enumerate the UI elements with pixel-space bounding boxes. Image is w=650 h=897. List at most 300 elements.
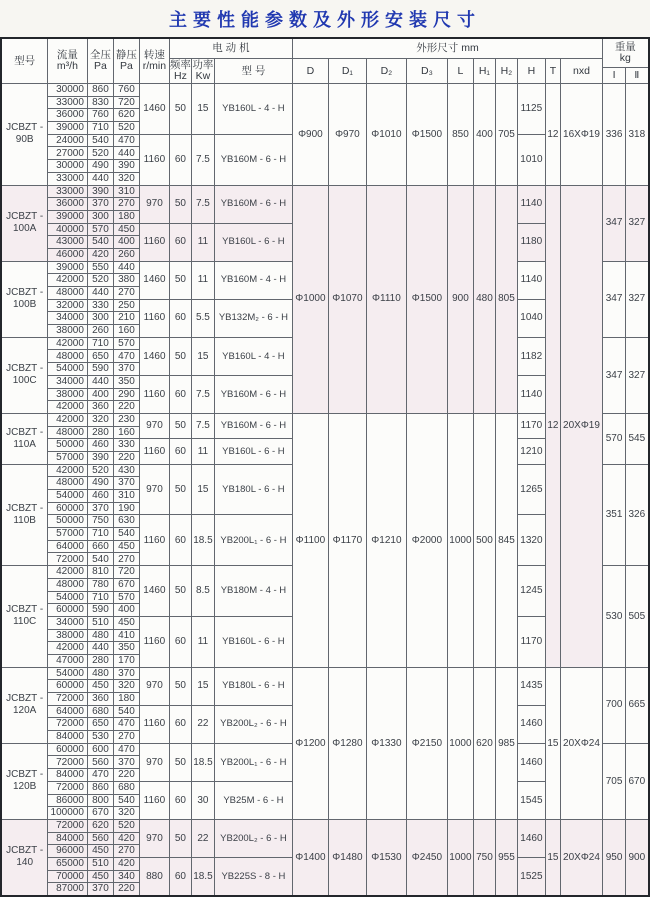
cell-static-pressure: 260 [113,248,139,261]
cell-static-pressure: 270 [113,287,139,300]
cell-static-pressure: 220 [113,883,139,896]
cell-total-pressure: 460 [87,439,113,452]
cell-freq: 60 [169,134,191,185]
cell-weight-II: 327 [626,337,649,413]
cell-weight-II: 327 [626,185,649,261]
header-dim-D1: D₁ [328,59,366,84]
cell-motor-model: YB160L - 6 - H [214,439,292,464]
header-speed [139,38,169,84]
header-dim-H1: H₁ [473,59,495,84]
cell-flow: 36000 [47,198,87,211]
cell-flow: 42000 [47,566,87,579]
cell-flow: 65000 [47,857,87,870]
cell-dim-D: Φ1200 [292,667,328,819]
cell-total-pressure: 520 [87,147,113,160]
cell-static-pressure: 430 [113,464,139,477]
cell-freq: 50 [169,84,191,135]
cell-dim-D: Φ900 [292,84,328,186]
cell-weight-I: 351 [603,464,626,566]
cell-speed: 1160 [139,299,169,337]
cell-dim-H2: 705 [495,84,517,186]
cell-flow: 50000 [47,515,87,528]
cell-dim-D: Φ1400 [292,819,328,896]
cell-freq: 50 [169,261,191,299]
cell-freq: 60 [169,705,191,743]
cell-total-pressure: 710 [87,528,113,541]
cell-speed: 1460 [139,566,169,617]
spec-table-body [1,84,648,897]
cell-static-pressure: 370 [113,667,139,680]
cell-static-pressure: 310 [113,490,139,503]
cell-flow: 34000 [47,616,87,629]
cell-total-pressure: 440 [87,172,113,185]
cell-static-pressure: 720 [113,566,139,579]
cell-dim-D3: Φ2150 [406,667,447,819]
cell-dim-H: 1320 [517,515,545,566]
cell-dim-D2: Φ1210 [366,413,406,667]
cell-static-pressure: 250 [113,299,139,312]
cell-flow: 84000 [47,832,87,845]
header-dim-nxd: nxd [560,59,602,84]
cell-power: 30 [191,781,214,819]
cell-flow: 39000 [47,261,87,274]
cell-dim-H: 1170 [517,616,545,667]
cell-dim-H1: 500 [473,413,495,667]
cell-power: 15 [191,337,214,375]
cell-weight-II: 318 [626,84,649,186]
header-weight-I: Ⅰ [603,68,626,84]
header-weight-label: 重量 [614,41,636,53]
cell-dim-H2: 955 [495,819,517,896]
cell-power: 11 [191,616,214,667]
cell-motor-model: YB160L - 6 - H [214,616,292,667]
header-dim-D: D [292,59,328,84]
cell-static-pressure: 180 [113,210,139,223]
header-static-pressure [113,38,139,84]
cell-motor-model: YB200L₂ - 6 - H [214,819,292,857]
cell-dim-H1: 750 [473,819,495,896]
cell-flow: 54000 [47,363,87,376]
cell-flow: 30000 [47,84,87,97]
header-weight-unit: kg [619,52,631,64]
cell-flow: 34000 [47,375,87,388]
cell-power: 22 [191,705,214,743]
cell-static-pressure: 720 [113,96,139,109]
cell-model: JCBZT - 100B [1,261,47,337]
cell-flow: 30000 [47,160,87,173]
cell-static-pressure: 330 [113,439,139,452]
cell-motor-model: YB132M₂ - 6 - H [214,299,292,337]
cell-flow: 72000 [47,718,87,731]
cell-flow: 86000 [47,794,87,807]
cell-flow: 38000 [47,325,87,338]
cell-flow: 57000 [47,451,87,464]
cell-dim-D: Φ1000 [292,185,328,413]
cell-speed: 970 [139,464,169,515]
cell-freq: 50 [169,667,191,705]
cell-total-pressure: 830 [87,96,113,109]
cell-static-pressure: 160 [113,426,139,439]
cell-dim-H: 1140 [517,185,545,223]
cell-dim-T: 15 [545,667,560,819]
cell-static-pressure: 350 [113,642,139,655]
cell-static-pressure: 570 [113,337,139,350]
cell-dim-H: 1010 [517,134,545,185]
header-speed-unit: r/min [142,60,167,72]
cell-dim-H: 1545 [517,781,545,819]
cell-static-pressure: 450 [113,223,139,236]
cell-dim-L: 850 [447,84,473,186]
cell-motor-model: YB225S - 8 - H [214,857,292,896]
cell-weight-I: 347 [603,261,626,337]
cell-dim-H: 1040 [517,299,545,337]
cell-static-pressure: 170 [113,654,139,667]
cell-total-pressure: 590 [87,363,113,376]
cell-dim-D2: Φ1530 [366,819,406,896]
cell-dim-T: 15 [545,819,560,896]
cell-weight-I: 700 [603,667,626,743]
cell-power: 15 [191,84,214,135]
header-flow [47,38,87,84]
cell-dim-H: 1170 [517,413,545,438]
cell-model: JCBZT - 110A [1,413,47,464]
header-dim-H2: H₂ [495,59,517,84]
cell-static-pressure: 400 [113,236,139,249]
cell-motor-model: YB200L₁ - 6 - H [214,515,292,566]
header-dim-L: L [447,59,473,84]
cell-flow: 70000 [47,870,87,883]
cell-dim-L: 900 [447,185,473,413]
cell-total-pressure: 440 [87,287,113,300]
cell-static-pressure: 410 [113,629,139,642]
cell-dim-D2: Φ1330 [366,667,406,819]
cell-weight-II: 326 [626,464,649,566]
cell-flow: 27000 [47,147,87,160]
cell-flow: 48000 [47,578,87,591]
cell-power: 22 [191,819,214,857]
cell-static-pressure: 370 [113,756,139,769]
cell-freq: 50 [169,566,191,617]
cell-dim-H: 1140 [517,375,545,413]
cell-static-pressure: 470 [113,350,139,363]
cell-model: JCBZT - 100A [1,185,47,261]
cell-dim-T: 12 [545,185,560,667]
cell-power: 11 [191,439,214,464]
cell-model: JCBZT - 100C [1,337,47,413]
header-model [1,38,47,84]
cell-power: 11 [191,261,214,299]
cell-weight-II: 670 [626,743,649,819]
cell-dim-D1: Φ1070 [328,185,366,413]
cell-speed: 1160 [139,439,169,464]
cell-speed: 1160 [139,375,169,413]
header-weight-group [603,38,649,68]
cell-total-pressure: 680 [87,705,113,718]
cell-power: 5.5 [191,299,214,337]
cell-total-pressure: 760 [87,109,113,122]
header-dims-group: 外形尺寸 mm [292,38,602,59]
cell-power: 15 [191,464,214,515]
cell-model: JCBZT - 120A [1,667,47,743]
cell-flow: 33000 [47,172,87,185]
cell-dim-H2: 985 [495,667,517,819]
cell-dim-H: 1125 [517,84,545,135]
cell-flow: 47000 [47,654,87,667]
cell-flow: 60000 [47,680,87,693]
header-motor-power [191,59,214,84]
header-dim-D3: D₃ [406,59,447,84]
header-motor-power-unit: Kw [195,70,211,82]
cell-dim-H: 1525 [517,857,545,896]
cell-flow: 64000 [47,705,87,718]
cell-dim-D2: Φ1110 [366,185,406,413]
cell-weight-I: 530 [603,566,626,668]
cell-flow: 32000 [47,299,87,312]
cell-freq: 60 [169,515,191,566]
cell-static-pressure: 220 [113,451,139,464]
cell-static-pressure: 680 [113,781,139,794]
cell-total-pressure: 540 [87,553,113,566]
cell-dim-nxd: 20XΦ24 [560,819,602,896]
cell-flow: 50000 [47,439,87,452]
cell-flow: 42000 [47,274,87,287]
header-flow-unit: m³/h [56,60,78,72]
cell-weight-I: 347 [603,337,626,413]
cell-flow: 42000 [47,337,87,350]
cell-static-pressure: 270 [113,845,139,858]
cell-dim-H: 1180 [517,223,545,261]
cell-flow: 60000 [47,743,87,756]
cell-total-pressure: 510 [87,616,113,629]
cell-freq: 50 [169,819,191,857]
cell-flow: 34000 [47,312,87,325]
cell-flow: 24000 [47,134,87,147]
cell-static-pressure: 350 [113,375,139,388]
cell-dim-H2: 845 [495,413,517,667]
cell-flow: 72000 [47,693,87,706]
cell-dim-D1: Φ1480 [328,819,366,896]
cell-total-pressure: 450 [87,680,113,693]
cell-static-pressure: 380 [113,274,139,287]
cell-total-pressure: 670 [87,807,113,820]
cell-total-pressure: 750 [87,515,113,528]
cell-flow: 39000 [47,122,87,135]
header-motor-freq-label: 频率 [169,59,191,71]
cell-weight-II: 505 [626,566,649,668]
header-total-pressure [87,38,113,84]
cell-static-pressure: 540 [113,794,139,807]
cell-freq: 60 [169,375,191,413]
cell-static-pressure: 370 [113,363,139,376]
cell-model: JCBZT - 110C [1,566,47,668]
cell-flow: 46000 [47,248,87,261]
cell-dim-H: 1265 [517,464,545,515]
cell-motor-model: YB160L - 6 - H [214,223,292,261]
cell-flow: 87000 [47,883,87,896]
cell-static-pressure: 310 [113,185,139,198]
cell-static-pressure: 400 [113,604,139,617]
cell-total-pressure: 510 [87,857,113,870]
cell-total-pressure: 490 [87,477,113,490]
cell-flow: 33000 [47,185,87,198]
cell-power: 7.5 [191,134,214,185]
cell-static-pressure: 160 [113,325,139,338]
cell-total-pressure: 620 [87,819,113,832]
cell-total-pressure: 540 [87,236,113,249]
cell-dim-H1: 620 [473,667,495,819]
cell-static-pressure: 520 [113,122,139,135]
cell-flow: 64000 [47,540,87,553]
cell-weight-I: 570 [603,413,626,464]
header-weight-II: Ⅱ [626,68,649,84]
cell-total-pressure: 390 [87,451,113,464]
cell-speed: 970 [139,743,169,781]
cell-total-pressure: 450 [87,870,113,883]
cell-flow: 43000 [47,236,87,249]
cell-static-pressure: 220 [113,769,139,782]
cell-dim-L: 1000 [447,413,473,667]
cell-power: 18.5 [191,515,214,566]
cell-total-pressure: 570 [87,223,113,236]
header-speed-label: 转速 [143,49,165,61]
cell-freq: 50 [169,743,191,781]
cell-model: JCBZT - 90B [1,84,47,186]
cell-flow: 48000 [47,287,87,300]
cell-motor-model: YB180L - 6 - H [214,667,292,705]
cell-freq: 60 [169,616,191,667]
cell-flow: 48000 [47,477,87,490]
cell-motor-model: YB25M - 6 - H [214,781,292,819]
cell-flow: 100000 [47,807,87,820]
cell-static-pressure: 270 [113,553,139,566]
cell-speed: 970 [139,185,169,223]
cell-total-pressure: 600 [87,743,113,756]
cell-static-pressure: 320 [113,807,139,820]
cell-static-pressure: 190 [113,502,139,515]
cell-static-pressure: 220 [113,401,139,414]
cell-flow: 54000 [47,667,87,680]
cell-weight-II: 545 [626,413,649,464]
cell-static-pressure: 540 [113,528,139,541]
cell-static-pressure: 440 [113,261,139,274]
cell-static-pressure: 630 [113,515,139,528]
cell-total-pressure: 520 [87,464,113,477]
cell-total-pressure: 780 [87,578,113,591]
cell-total-pressure: 300 [87,210,113,223]
cell-total-pressure: 710 [87,337,113,350]
cell-speed: 1160 [139,781,169,819]
cell-dim-D2: Φ1010 [366,84,406,186]
cell-speed: 1460 [139,261,169,299]
cell-dim-H2: 805 [495,185,517,413]
cell-total-pressure: 710 [87,122,113,135]
cell-dim-D1: Φ1170 [328,413,366,667]
cell-motor-model: YB180M - 4 - H [214,566,292,617]
cell-total-pressure: 260 [87,325,113,338]
cell-flow: 38000 [47,388,87,401]
header-motor-model: 型 号 [214,59,292,84]
cell-dim-H: 1460 [517,819,545,857]
cell-static-pressure: 210 [113,312,139,325]
cell-total-pressure: 450 [87,845,113,858]
cell-static-pressure: 370 [113,477,139,490]
cell-static-pressure: 540 [113,705,139,718]
cell-total-pressure: 530 [87,731,113,744]
cell-flow: 84000 [47,769,87,782]
cell-power: 11 [191,223,214,261]
cell-weight-II: 327 [626,261,649,337]
cell-flow: 38000 [47,629,87,642]
cell-power: 7.5 [191,413,214,438]
cell-total-pressure: 280 [87,426,113,439]
cell-flow: 96000 [47,845,87,858]
cell-freq: 60 [169,857,191,896]
cell-total-pressure: 370 [87,198,113,211]
cell-motor-model: YB160M - 6 - H [214,185,292,223]
header-motor-freq [169,59,191,84]
cell-total-pressure: 440 [87,642,113,655]
cell-static-pressure: 180 [113,693,139,706]
cell-total-pressure: 490 [87,160,113,173]
cell-static-pressure: 320 [113,172,139,185]
cell-flow: 84000 [47,731,87,744]
cell-static-pressure: 520 [113,819,139,832]
cell-speed: 1160 [139,515,169,566]
cell-flow: 48000 [47,350,87,363]
cell-total-pressure: 480 [87,667,113,680]
cell-power: 15 [191,667,214,705]
header-motor-power-label: 功率 [192,59,214,71]
cell-total-pressure: 330 [87,299,113,312]
header-static-pressure-unit: Pa [120,60,133,72]
cell-total-pressure: 440 [87,375,113,388]
cell-flow: 72000 [47,756,87,769]
cell-flow: 54000 [47,490,87,503]
cell-dim-nxd: 20XΦ24 [560,667,602,819]
cell-total-pressure: 710 [87,591,113,604]
cell-freq: 60 [169,299,191,337]
cell-total-pressure: 320 [87,413,113,426]
cell-flow: 42000 [47,642,87,655]
cell-total-pressure: 660 [87,540,113,553]
cell-motor-model: YB160L - 4 - H [214,84,292,135]
cell-freq: 50 [169,413,191,438]
page-title: 主要性能参数及外形安装尺寸 [169,10,481,30]
cell-total-pressure: 560 [87,832,113,845]
cell-dim-H1: 400 [473,84,495,186]
cell-dim-D1: Φ970 [328,84,366,186]
cell-speed: 1160 [139,616,169,667]
cell-speed: 970 [139,413,169,438]
cell-speed: 1460 [139,337,169,375]
cell-model: JCBZT - 120B [1,743,47,819]
cell-speed: 1160 [139,705,169,743]
cell-static-pressure: 320 [113,680,139,693]
cell-static-pressure: 420 [113,857,139,870]
cell-speed: 880 [139,857,169,896]
cell-total-pressure: 540 [87,134,113,147]
cell-static-pressure: 760 [113,84,139,97]
cell-total-pressure: 800 [87,794,113,807]
cell-motor-model: YB160M - 6 - H [214,134,292,185]
cell-freq: 60 [169,223,191,261]
cell-flow: 33000 [47,96,87,109]
header-dim-T: T [545,59,560,84]
cell-motor-model: YB160M - 4 - H [214,261,292,299]
cell-motor-model: YB160M - 6 - H [214,413,292,438]
cell-dim-D1: Φ1280 [328,667,366,819]
cell-total-pressure: 560 [87,756,113,769]
